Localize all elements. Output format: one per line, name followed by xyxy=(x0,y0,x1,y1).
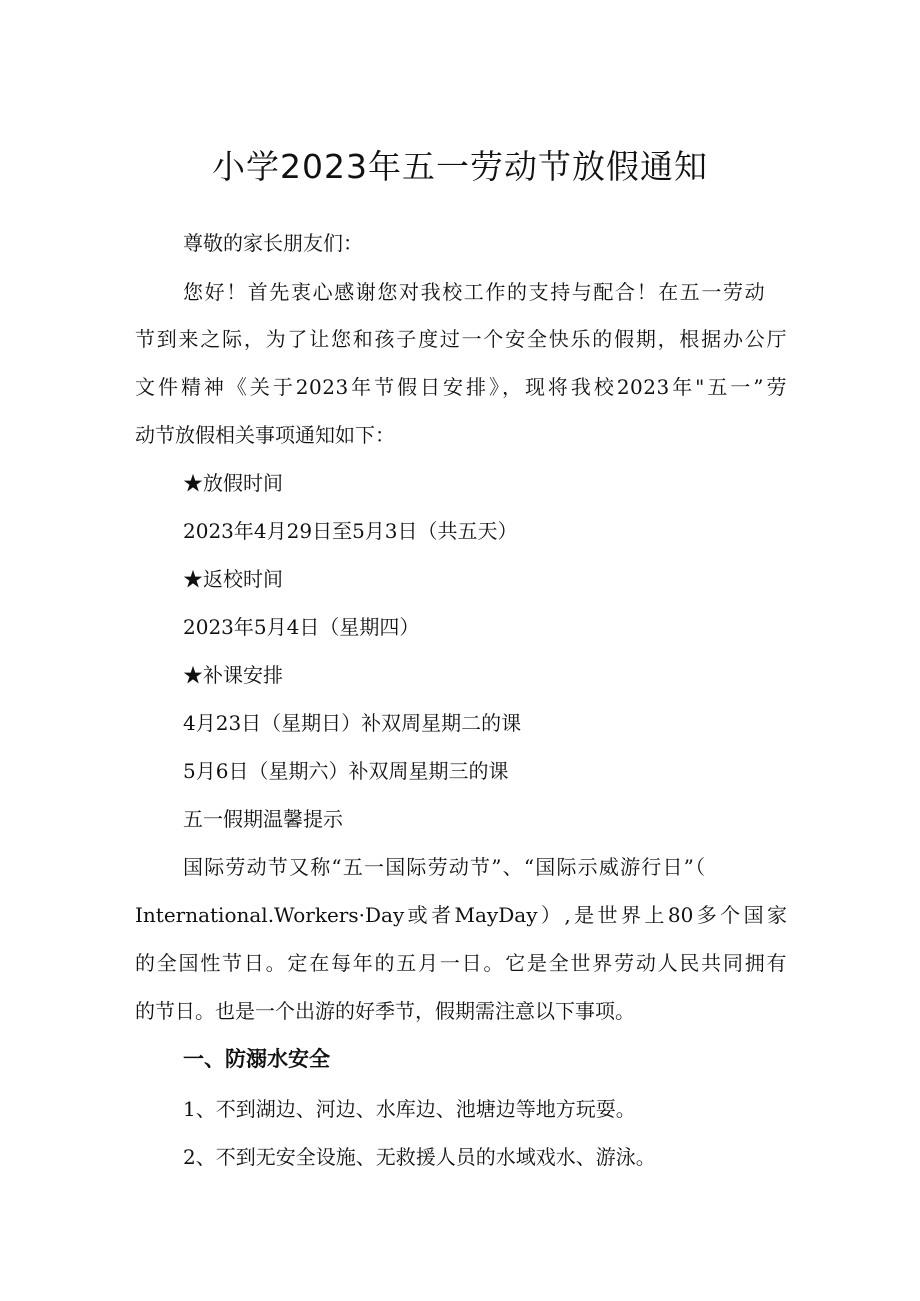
return-value: 2023年5月4日（星期四） xyxy=(183,615,420,639)
holiday-value: 2023年4月29日至5月3日（共五天） xyxy=(183,519,518,543)
holiday-heading: ★放假时间 xyxy=(183,471,283,495)
tips-line-2: International.Workers·Day或者MayDay）,是世界上80多个国家 xyxy=(135,903,787,927)
safety-item: 2、不到无安全设施、无救援人员的水域戏水、游泳。 xyxy=(183,1145,656,1169)
tips-line-3: 的全国性节日。定在每年的五月一日。它是全世界劳动人民共同拥有 xyxy=(135,951,787,975)
tips-line-1: 国际劳动节又称“五一国际劳动节”、“国际示威游行日”（ xyxy=(183,855,707,879)
makeup-item: 5月6日（星期六）补双周星期三的课 xyxy=(183,759,509,783)
salutation: 尊敬的家长朋友们： xyxy=(183,231,363,255)
tips-line-4: 的节日。也是一个出游的好季节，假期需注意以下事项。 xyxy=(135,999,635,1023)
makeup-item: 4月23日（星期日）补双周星期二的课 xyxy=(183,711,522,735)
intro-line-2: 节到来之际，为了让您和孩子度过一个安全快乐的假期，根据办公厅 xyxy=(135,327,787,351)
document-title: 小学2023年五一劳动节放假通知 xyxy=(212,147,708,186)
makeup-heading: ★补课安排 xyxy=(183,663,283,687)
safety-item: 1、不到湖边、河边、水库边、池塘边等地方玩耍。 xyxy=(183,1097,636,1121)
intro-line-3: 文件精神《关于2023年节假日安排》，现将我校2023年"五一”劳 xyxy=(135,375,787,399)
safety-heading: 一、防溺水安全 xyxy=(183,1047,330,1071)
intro-line-1: 您好！首先衷心感谢您对我校工作的支持与配合！在五一劳动 xyxy=(183,280,767,304)
tips-title: 五一假期温馨提示 xyxy=(183,807,343,831)
intro-line-4: 动节放假相关事项通知如下： xyxy=(135,423,395,447)
return-heading: ★返校时间 xyxy=(183,567,283,591)
